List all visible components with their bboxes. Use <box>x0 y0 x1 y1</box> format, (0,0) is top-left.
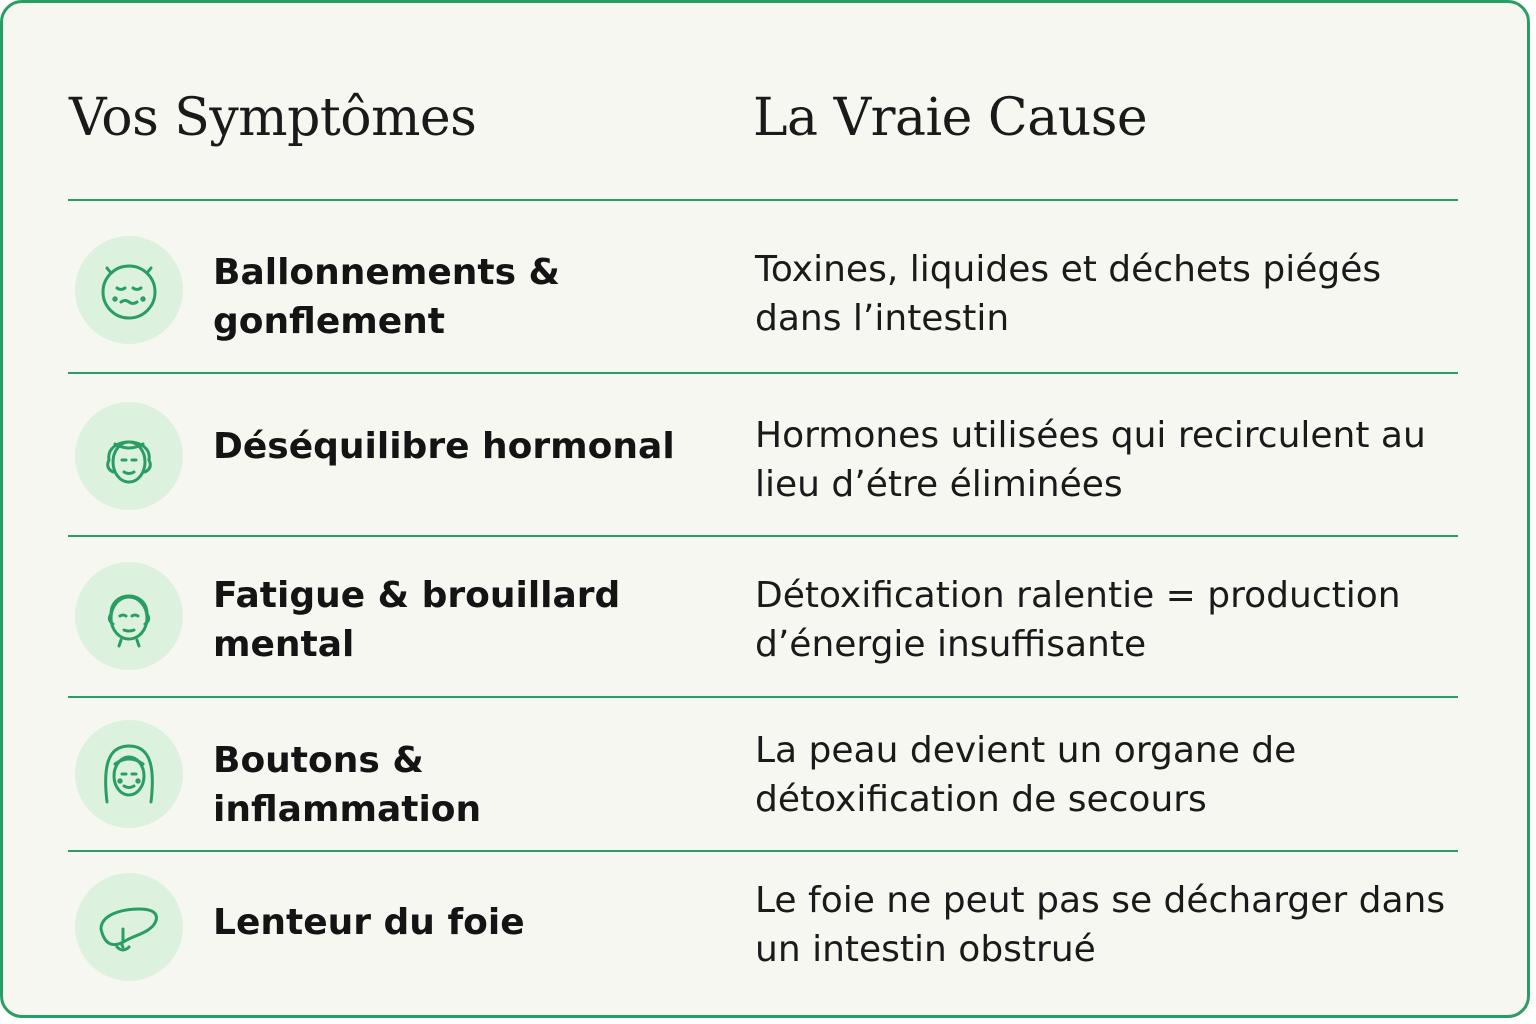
symptom-label: Déséquilibre hormonal <box>213 426 675 467</box>
cause-text: Détoxification ralentie = production d’énergie insuffisante <box>755 575 1401 665</box>
symptom-label: Boutons & inflammation <box>213 740 482 830</box>
bloated-face-icon <box>75 236 183 344</box>
acne-face-icon <box>75 720 183 828</box>
cause-text: Le foie ne peut pas se décharger dans un intestin obstrué <box>755 880 1446 970</box>
symptom-label: Lenteur du foie <box>213 902 525 943</box>
row-divider <box>68 850 1458 852</box>
tired-face-icon <box>75 562 183 670</box>
row-divider <box>68 372 1458 374</box>
header-symptoms: Vos Symptômes <box>69 88 477 148</box>
header-divider <box>68 199 1458 201</box>
row-divider <box>68 696 1458 698</box>
symptom-label: Ballonnements & gonflement <box>213 252 560 342</box>
woman-face-icon <box>75 402 183 510</box>
cause-text: La peau devient un organe de détoxification de secours <box>755 730 1297 820</box>
header-causes: La Vraie Cause <box>753 88 1148 148</box>
cause-text: Toxines, liquides et déchets piégés dans l’intestin <box>755 249 1382 339</box>
row-divider <box>68 535 1458 537</box>
cause-text: Hormones utilisées qui recirculent au lieu d’étre éliminées <box>755 415 1426 505</box>
symptom-label: Fatigue & brouillard mental <box>213 575 621 665</box>
liver-icon <box>75 873 183 981</box>
